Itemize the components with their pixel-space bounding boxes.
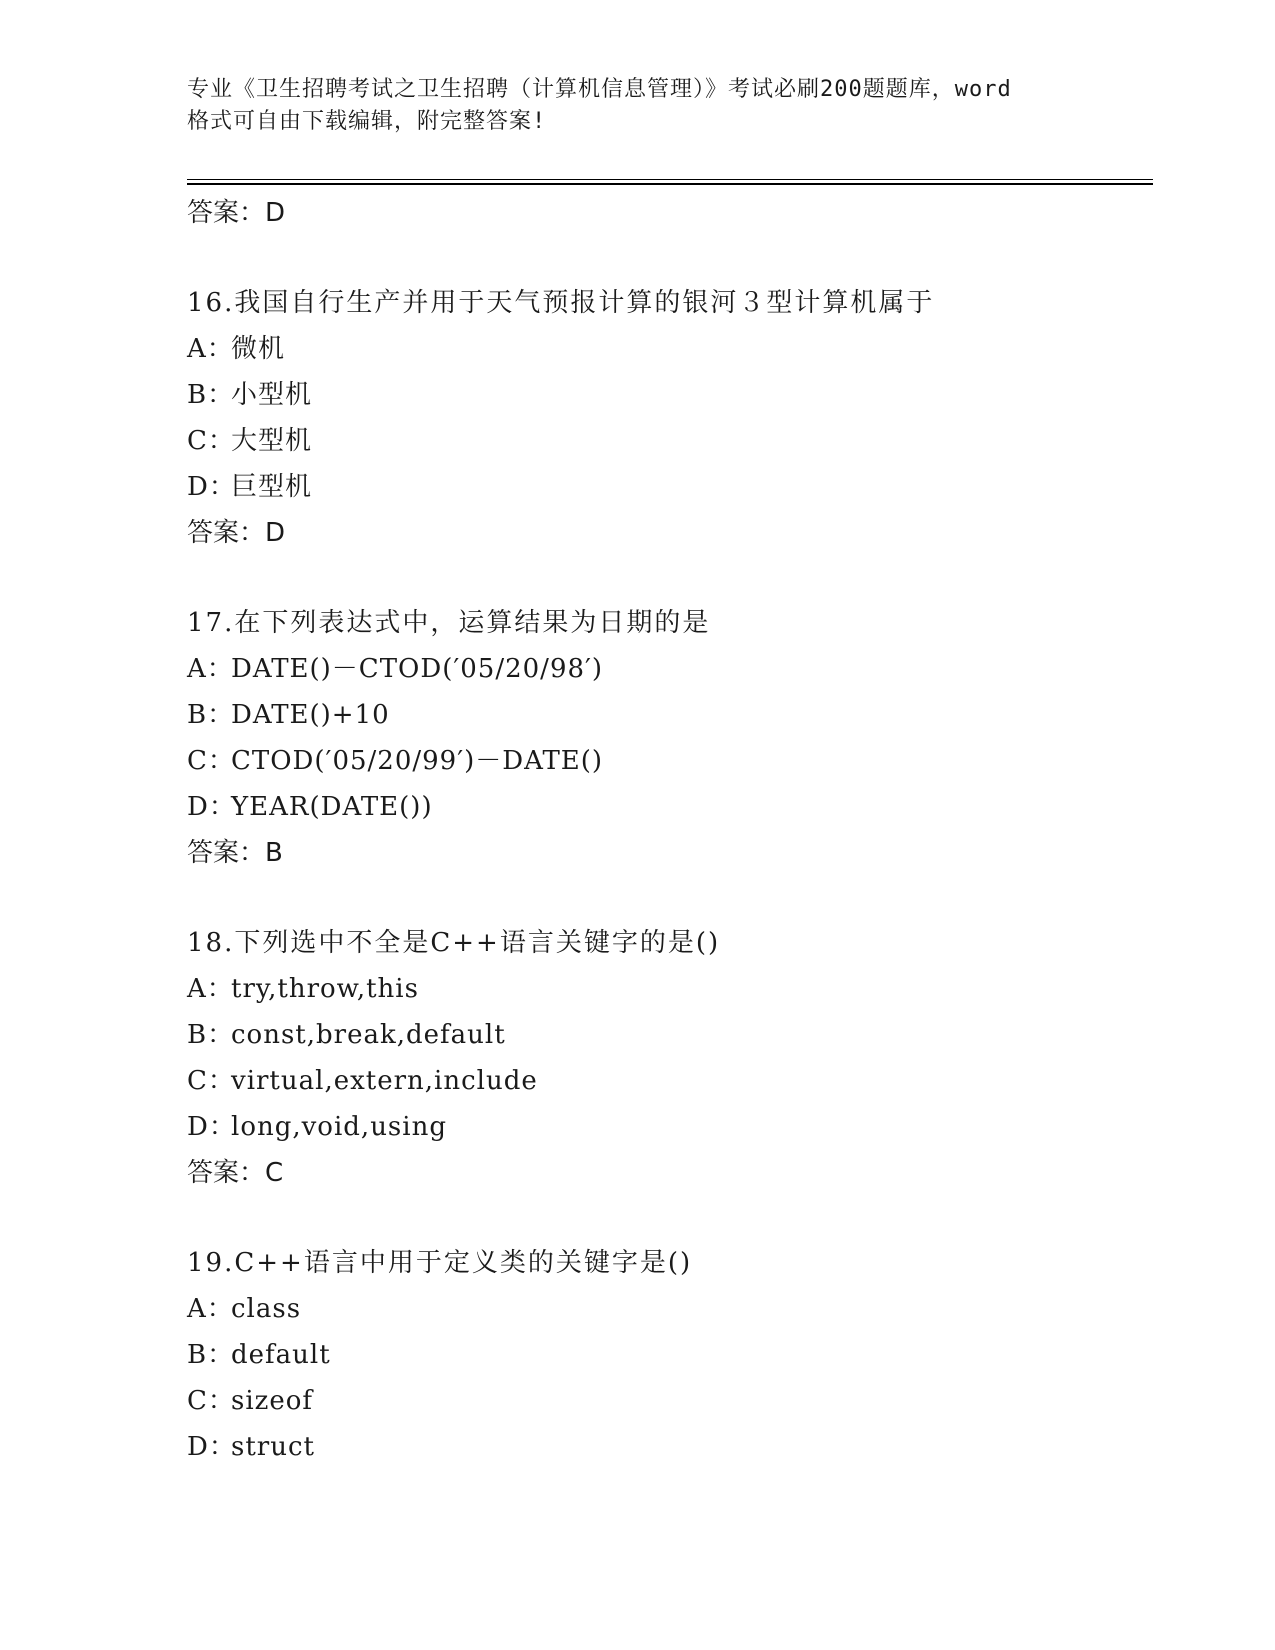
option-c: C：sizeof <box>187 1386 314 1416</box>
header-rule-thick <box>187 183 1153 185</box>
option-d: D：long,void,using <box>187 1112 447 1142</box>
option-a: A：class <box>187 1294 302 1324</box>
header-rule-thin <box>187 179 1153 180</box>
answer: 答案：B <box>187 838 283 868</box>
question-list <box>187 190 1153 1470</box>
question-text: 18.下列选中不全是C++语言关键字的是() <box>187 928 721 958</box>
option-a: A：微机 <box>187 334 286 364</box>
question-17 <box>187 600 1153 876</box>
option-a: A：DATE()－CTOD(′05/20/98′) <box>187 654 604 684</box>
header-line-1: 专业《卫生招聘考试之卫生招聘（计算机信息管理）》考试必刷200题题库，word <box>187 77 1012 102</box>
option-c: C：CTOD(′05/20/99′)－DATE() <box>187 746 604 776</box>
previous-answer: 答案：D <box>187 198 286 228</box>
option-d: D：struct <box>187 1432 315 1462</box>
option-d: D：巨型机 <box>187 472 313 502</box>
question-text: 16.我国自行生产并用于天气预报计算的银河３型计算机属于 <box>187 288 935 318</box>
option-c: C：大型机 <box>187 426 313 456</box>
option-b: B：小型机 <box>187 380 313 410</box>
header-line-2: 格式可自由下载编辑，附完整答案! <box>187 109 547 134</box>
option-a: A：try,throw,this <box>187 974 419 1004</box>
option-b: B：default <box>187 1340 331 1370</box>
answer: 答案：D <box>187 518 286 548</box>
option-d: D：YEAR(DATE()) <box>187 792 433 822</box>
question-text: 17.在下列表达式中，运算结果为日期的是 <box>187 608 711 638</box>
option-c: C：virtual,extern,include <box>187 1066 538 1096</box>
option-b: B：DATE()+10 <box>187 700 390 730</box>
option-b: B：const,break,default <box>187 1020 506 1050</box>
question-text: 19.C++语言中用于定义类的关键字是() <box>187 1248 693 1278</box>
document-header <box>187 74 1087 138</box>
question-19 <box>187 1240 1153 1470</box>
question-18 <box>187 920 1153 1196</box>
answer: 答案：C <box>187 1158 284 1188</box>
question-16 <box>187 280 1153 556</box>
